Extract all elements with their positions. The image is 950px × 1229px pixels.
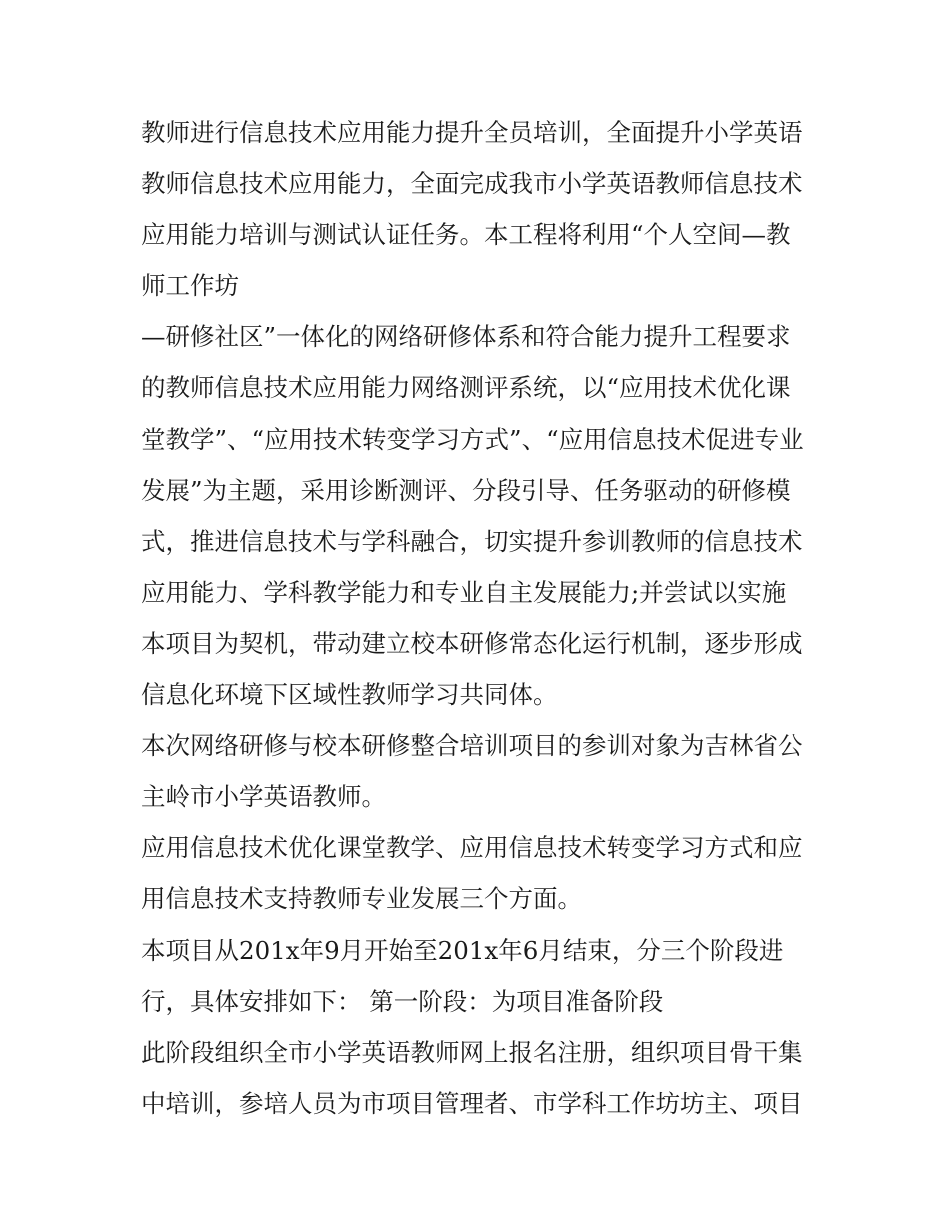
text-line: 教师进行信息技术应用能力提升全员培训，全面提升小学英语 <box>141 118 803 147</box>
text-line: 堂教学”、“应用技术转变学习方式”、“应用信息技术促进专业 <box>141 424 804 454</box>
text-line: 信息化环境下区域性教师学习共同体。 <box>141 680 558 710</box>
text-line: 本项目为契机，带动建立校本研修常态化运行机制，逐步形成 <box>141 628 803 658</box>
text-line: 应用能力培训与测试认证任务。本工程将利用“个人空间—教 <box>141 220 791 250</box>
text-line: 式，推进信息技术与学科融合，切实提升参训教师的信息技术 <box>141 526 803 556</box>
text-line: 行，具体安排如下： 第一阶段：为项目准备阶段 <box>141 986 664 1016</box>
text-line: —研修社区”一体化的网络研修体系和符合能力提升工程要求 <box>141 322 791 352</box>
text-line: 本项目从201x年9月开始至201x年6月结束，分三个阶段进 <box>141 935 784 965</box>
text-line: 本次网络研修与校本研修整合培训项目的参训对象为吉林省公 <box>141 731 803 761</box>
text-line: 教师信息技术应用能力，全面完成我市小学英语教师信息技术 <box>141 169 803 199</box>
text-line: 主岭市小学英语教师。 <box>141 782 386 812</box>
text-line: 此阶段组织全市小学英语教师网上报名注册，组织项目骨干集 <box>141 1037 803 1067</box>
text-line: 应用信息技术优化课堂教学、应用信息技术转变学习方式和应 <box>141 833 803 863</box>
text-line: 的教师信息技术应用能力网络测评系统，以“应用技术优化课 <box>141 373 791 403</box>
text-line: 用信息技术支持教师专业发展三个方面。 <box>141 884 582 914</box>
text-line: 师工作坊 <box>141 271 239 301</box>
text-line: 发展”为主题，采用诊断测评、分段引导、任务驱动的研修模 <box>141 475 791 505</box>
text-line: 中培训，参培人员为市项目管理者、市学科工作坊坊主、项目 <box>141 1088 803 1118</box>
body-text <box>141 107 821 1129</box>
text-line: 应用能力、学科教学能力和专业自主发展能力;并尝试以实施 <box>141 577 787 607</box>
